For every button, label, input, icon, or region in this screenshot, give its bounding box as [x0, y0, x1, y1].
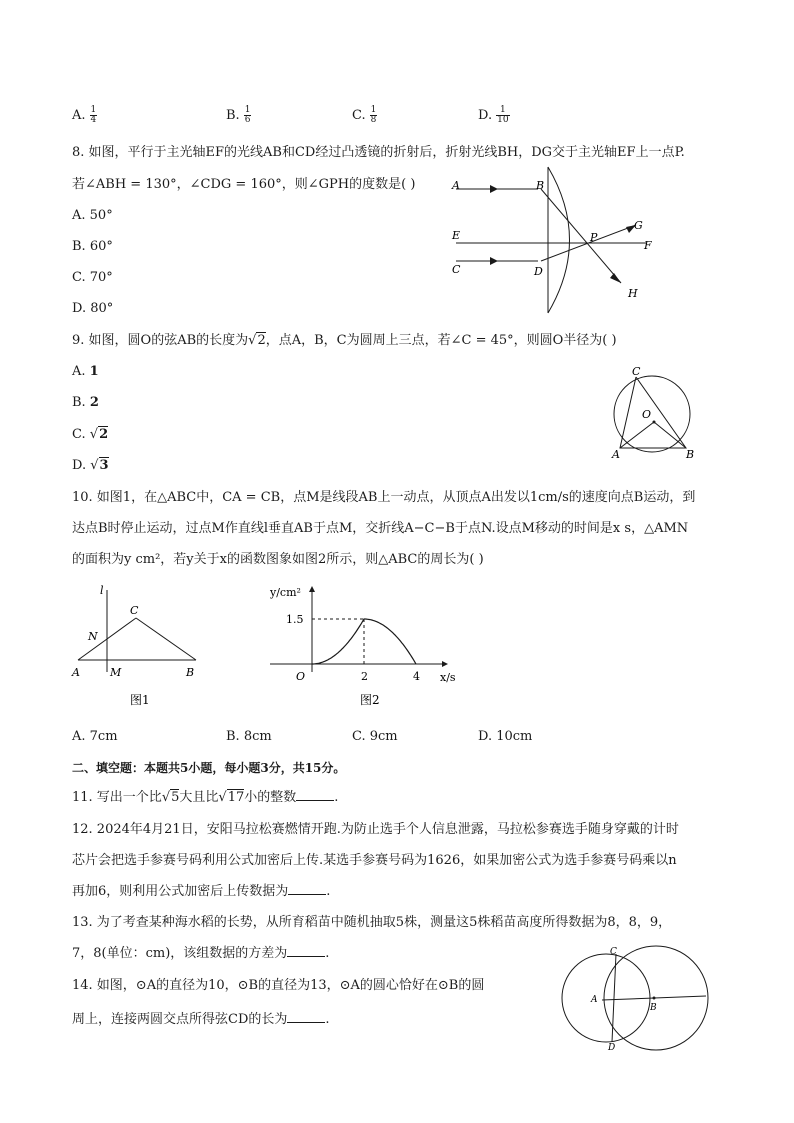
- label-f: F: [644, 239, 652, 252]
- origin-label: O: [296, 670, 306, 683]
- circle-a: [562, 954, 650, 1042]
- q8-stem-line1: 8. 如图，平行于主光轴EF的光线AB和CD经过凸透镜的折射后，折射光线BH，DG交于主光轴EF上一点P.: [72, 145, 685, 160]
- sqrt-sign: √: [90, 458, 99, 473]
- answer-blank[interactable]: [296, 788, 334, 801]
- q7-option-d: D. $\frac{1}{10}$: [478, 105, 509, 125]
- label-d: D: [608, 1043, 616, 1053]
- label-n: N: [88, 630, 98, 643]
- x-tick-2: 2: [361, 670, 368, 683]
- label-o: O: [642, 408, 652, 421]
- fraction: $\frac{1}{4}$: [90, 105, 97, 125]
- q10-option-a: A. 7cm: [72, 729, 118, 744]
- sqrt-sign: √: [89, 427, 99, 442]
- q10-stem-line2: 达点B时停止运动，过点M作直线l垂直AB于点M，交折线A−C−B于点N.设点M移动的时间是x s，△AMN: [72, 521, 689, 536]
- triangle-abc: [620, 377, 686, 448]
- q8-stem-line2: 若∠ABH = 130°，∠CDG = 160°，则∠GPH的度数是( ): [72, 177, 416, 192]
- caption-figure-2: 图2: [360, 693, 380, 707]
- label-a: A: [591, 995, 598, 1005]
- section-2-title: 二、填空题：本题共5小题，每小题3分，共15分。: [72, 761, 346, 775]
- sqrt-sign: √: [218, 790, 227, 805]
- q8-option-d: D. 80°: [72, 301, 114, 316]
- answer-blank[interactable]: [287, 1010, 325, 1023]
- sqrt-sign: √: [248, 333, 257, 348]
- q14-stem-line1: 14. 如图，⊙A的直径为10，⊙B的直径为13，⊙A的圆心恰好在⊙B的圆: [72, 978, 485, 993]
- q9-option-b: B. 2: [72, 395, 99, 410]
- q8-option-a: A. 50°: [72, 208, 113, 223]
- q12-stem-line3: 再加6，则利用公式加密后上传数据为 .: [72, 884, 331, 899]
- q13-stem-line1: 13. 为了考查某种海水稻的长势，从所育稻苗中随机抽取5株，测量这5株稻苗高度所得数据为8，8，9，: [72, 915, 672, 930]
- radii-oa-ob: [620, 422, 686, 448]
- q10-figure-2: [264, 582, 474, 712]
- label-d: D: [534, 265, 543, 278]
- caption-figure-1: 图1: [130, 693, 150, 707]
- label-l: l: [100, 584, 104, 597]
- label-a: A: [72, 666, 80, 679]
- y-tick-1-5: 1.5: [286, 613, 304, 626]
- x-axis-arrow: [442, 661, 448, 667]
- label-b: B: [686, 448, 695, 461]
- q10-stem-line3: 的面积为y cm²，若y关于x的函数图象如图2所示，则△ABC的周长为( ): [72, 552, 484, 567]
- segment-cb: [136, 618, 196, 660]
- q9-option-a: A. 1: [72, 364, 99, 379]
- fraction: $\frac{1}{6}$: [244, 105, 251, 125]
- label-m: M: [110, 666, 122, 679]
- circle-o: [614, 376, 690, 452]
- center-o: [653, 421, 656, 424]
- arrow-cd: [490, 257, 498, 265]
- lens-curve: [548, 167, 570, 313]
- q10-option-d: D. 10cm: [478, 729, 533, 744]
- q14-two-circles-figure: [556, 944, 736, 1054]
- x-tick-4: 4: [413, 670, 420, 683]
- q8-lens-figure: [446, 165, 666, 315]
- fraction: $\frac{1}{8}$: [370, 105, 377, 125]
- fraction: $\frac{1}{10}$: [497, 105, 509, 125]
- x-axis-label: x/s: [440, 671, 456, 684]
- y-axis-label: y/cm²: [270, 586, 301, 599]
- label-b: B: [650, 1003, 657, 1013]
- arrow-bh: [610, 273, 621, 283]
- label-p: P: [590, 231, 598, 244]
- q9-option-c: C. √2: [72, 427, 109, 442]
- center-b: [653, 997, 656, 1000]
- label-c: C: [452, 263, 461, 276]
- q9-option-d: D. √3: [72, 458, 109, 473]
- label-g: G: [634, 219, 643, 232]
- answer-blank[interactable]: [287, 944, 325, 957]
- ray-bh: [541, 189, 621, 283]
- label-a: A: [612, 448, 620, 461]
- q13-stem-line2: 7，8(单位：cm)，该组数据的方差为 .: [72, 946, 330, 961]
- label-h: H: [628, 287, 638, 300]
- answer-blank[interactable]: [288, 882, 326, 895]
- arrow-ab: [490, 185, 498, 193]
- q14-stem-line2: 周上，连接两圆交点所得弦CD的长为 .: [72, 1012, 330, 1027]
- label-b: B: [186, 666, 195, 679]
- q10-figure-1: [70, 582, 210, 712]
- q9-circle-figure: [606, 362, 706, 462]
- y-axis-arrow: [309, 586, 315, 592]
- q11-stem: 11. 写出一个比√5大且比√17小的整数 .: [72, 790, 339, 805]
- q7-option-c: C. $\frac{1}{8}$: [352, 105, 377, 125]
- label-a: A: [452, 179, 460, 192]
- label-e: E: [452, 229, 461, 242]
- label-c: C: [130, 604, 139, 617]
- q12-stem-line2: 芯片会把选手参赛号码利用公式加密后上传.某选手参赛号码为1626，如果加密公式为选手参赛号码乘以n: [72, 853, 677, 868]
- q7-option-b: B. $\frac{1}{6}$: [226, 105, 251, 125]
- q8-option-b: B. 60°: [72, 239, 113, 254]
- q7-option-a: A. $\frac{1}{4}$: [72, 105, 97, 125]
- q12-stem-line1: 12. 2024年4月21日，安阳马拉松赛燃情开跑.为防止选手个人信息泄露，马拉松参赛选手随身穿戴的计时: [72, 822, 679, 837]
- label-b: B: [536, 179, 545, 192]
- label-c: C: [632, 365, 641, 378]
- q10-option-b: B. 8cm: [226, 729, 272, 744]
- sqrt-sign: √: [161, 790, 171, 805]
- label-c: C: [610, 947, 617, 957]
- q8-option-c: C. 70°: [72, 270, 113, 285]
- q10-stem-line1: 10. 如图1，在△ABC中，CA = CB，点M是线段AB上一动点，从顶点A出发以1cm/s的速度向点B运动，到: [72, 490, 696, 505]
- q10-option-c: C. 9cm: [352, 729, 398, 744]
- q9-stem: 9. 如图，圆O的弦AB的长度为√2，点A，B，C为圆周上三点，若∠C = 45°，则圆O半径为( ): [72, 333, 617, 348]
